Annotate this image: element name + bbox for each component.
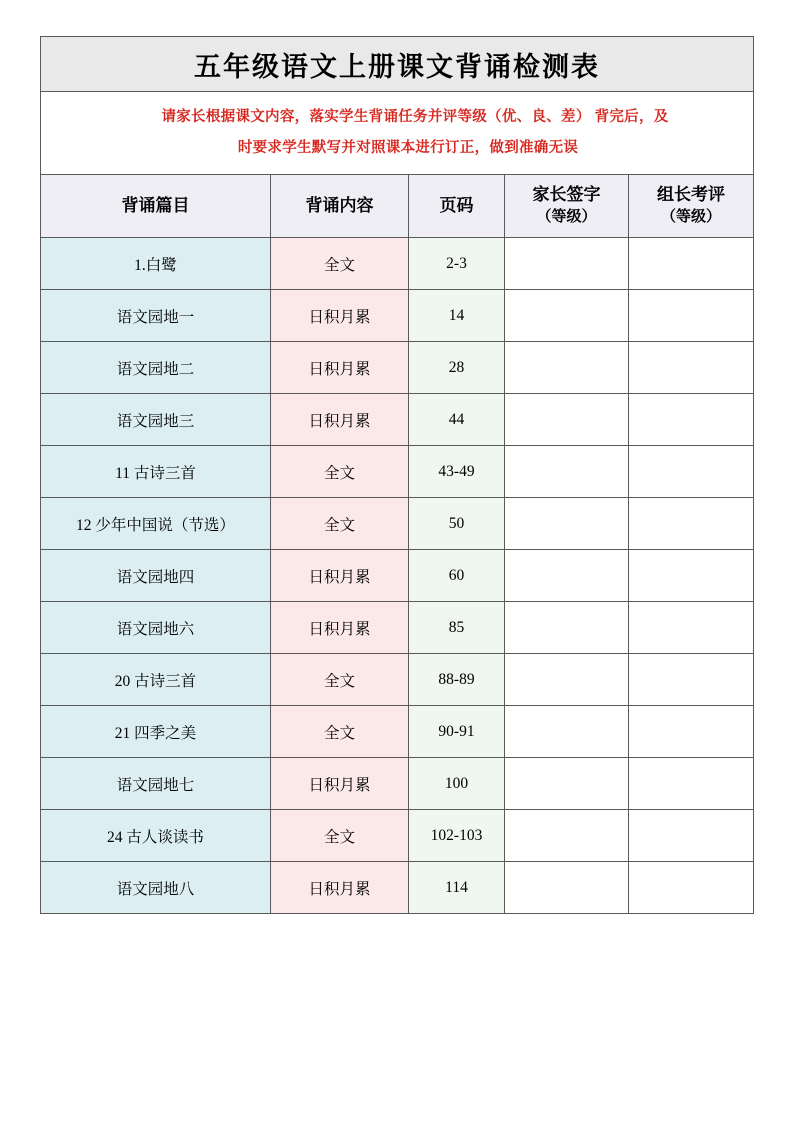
- cell-leader-review[interactable]: [629, 706, 754, 758]
- cell-page: 43-49: [409, 446, 505, 498]
- table-row: [41, 498, 754, 550]
- column-header-parent-signature-sub: （等级）: [536, 209, 597, 225]
- cell-page: 60: [409, 550, 505, 602]
- cell-content: 日积月累: [271, 394, 409, 446]
- cell-parent-signature[interactable]: [505, 810, 629, 862]
- cell-title: 11 古诗三首: [41, 446, 271, 498]
- cell-parent-signature[interactable]: [505, 706, 629, 758]
- table-row: [41, 758, 754, 810]
- column-header-page: 页码: [409, 175, 505, 238]
- cell-page: 50: [409, 498, 505, 550]
- table-row: [41, 862, 754, 914]
- column-header-leader-review: [629, 175, 754, 238]
- table-row: [41, 290, 754, 342]
- cell-page: 114: [409, 862, 505, 914]
- cell-content: 全文: [271, 498, 409, 550]
- cell-leader-review[interactable]: [629, 342, 754, 394]
- cell-leader-review[interactable]: [629, 810, 754, 862]
- table-row: [41, 238, 754, 290]
- table-header-row: [41, 175, 754, 238]
- column-header-leader-review-sub: （等级）: [661, 209, 722, 225]
- cell-page: 100: [409, 758, 505, 810]
- cell-leader-review[interactable]: [629, 550, 754, 602]
- cell-content: 日积月累: [271, 862, 409, 914]
- column-header-parent-signature-main: 家长签字: [532, 185, 601, 204]
- table-row: [41, 550, 754, 602]
- cell-content: 全文: [271, 238, 409, 290]
- cell-parent-signature[interactable]: [505, 862, 629, 914]
- title-row: [41, 37, 754, 92]
- cell-parent-signature[interactable]: [505, 602, 629, 654]
- cell-title: 20 古诗三首: [41, 654, 271, 706]
- cell-page: 28: [409, 342, 505, 394]
- instruction-block: [41, 92, 754, 175]
- cell-title: 21 四季之美: [41, 706, 271, 758]
- cell-content: 全文: [271, 446, 409, 498]
- cell-content: 日积月累: [271, 758, 409, 810]
- cell-page: 85: [409, 602, 505, 654]
- cell-title: 语文园地三: [41, 394, 271, 446]
- column-header-parent-signature: [505, 175, 629, 238]
- cell-title: 1.白鹭: [41, 238, 271, 290]
- recitation-check-table: [40, 36, 754, 914]
- table-row: [41, 342, 754, 394]
- instruction-line-1: 请家长根据课文内容，落实学生背诵任务并评等级（优、良、差） 背完后，及: [161, 109, 669, 125]
- cell-leader-review[interactable]: [629, 446, 754, 498]
- table-row: [41, 446, 754, 498]
- cell-content: 日积月累: [271, 602, 409, 654]
- cell-title: 语文园地八: [41, 862, 271, 914]
- cell-parent-signature[interactable]: [505, 446, 629, 498]
- table-row: [41, 394, 754, 446]
- cell-parent-signature[interactable]: [505, 498, 629, 550]
- cell-page: 2-3: [409, 238, 505, 290]
- cell-leader-review[interactable]: [629, 862, 754, 914]
- cell-title: 语文园地一: [41, 290, 271, 342]
- cell-parent-signature[interactable]: [505, 238, 629, 290]
- cell-title: 语文园地六: [41, 602, 271, 654]
- cell-page: 44: [409, 394, 505, 446]
- cell-leader-review[interactable]: [629, 602, 754, 654]
- cell-parent-signature[interactable]: [505, 290, 629, 342]
- cell-title: 语文园地四: [41, 550, 271, 602]
- cell-content: 全文: [271, 810, 409, 862]
- cell-parent-signature[interactable]: [505, 394, 629, 446]
- cell-parent-signature[interactable]: [505, 758, 629, 810]
- cell-content: 全文: [271, 706, 409, 758]
- cell-leader-review[interactable]: [629, 394, 754, 446]
- cell-leader-review[interactable]: [629, 758, 754, 810]
- table-row: [41, 602, 754, 654]
- column-header-content: 背诵内容: [271, 175, 409, 238]
- cell-leader-review[interactable]: [629, 498, 754, 550]
- cell-parent-signature[interactable]: [505, 550, 629, 602]
- cell-page: 14: [409, 290, 505, 342]
- cell-leader-review[interactable]: [629, 238, 754, 290]
- cell-page: 88-89: [409, 654, 505, 706]
- cell-title: 语文园地七: [41, 758, 271, 810]
- column-header-leader-review-main: 组长考评: [657, 185, 726, 204]
- cell-parent-signature[interactable]: [505, 342, 629, 394]
- cell-page: 102-103: [409, 810, 505, 862]
- cell-content: 日积月累: [271, 550, 409, 602]
- cell-leader-review[interactable]: [629, 654, 754, 706]
- table-body: [41, 37, 754, 914]
- cell-leader-review[interactable]: [629, 290, 754, 342]
- table-row: [41, 810, 754, 862]
- column-header-title: 背诵篇目: [41, 175, 271, 238]
- table-row: [41, 654, 754, 706]
- page-title: 五年级语文上册课文背诵检测表: [41, 37, 754, 92]
- cell-page: 90-91: [409, 706, 505, 758]
- cell-title: 12 少年中国说（节选）: [41, 498, 271, 550]
- table-row: [41, 706, 754, 758]
- cell-content: 全文: [271, 654, 409, 706]
- cell-parent-signature[interactable]: [505, 654, 629, 706]
- cell-content: 日积月累: [271, 342, 409, 394]
- cell-title: 24 古人谈读书: [41, 810, 271, 862]
- cell-content: 日积月累: [271, 290, 409, 342]
- instruction-line-2: 时要求学生默写并对照课本进行订正，做到准确无误: [237, 140, 579, 156]
- cell-title: 语文园地二: [41, 342, 271, 394]
- note-row: [41, 92, 754, 175]
